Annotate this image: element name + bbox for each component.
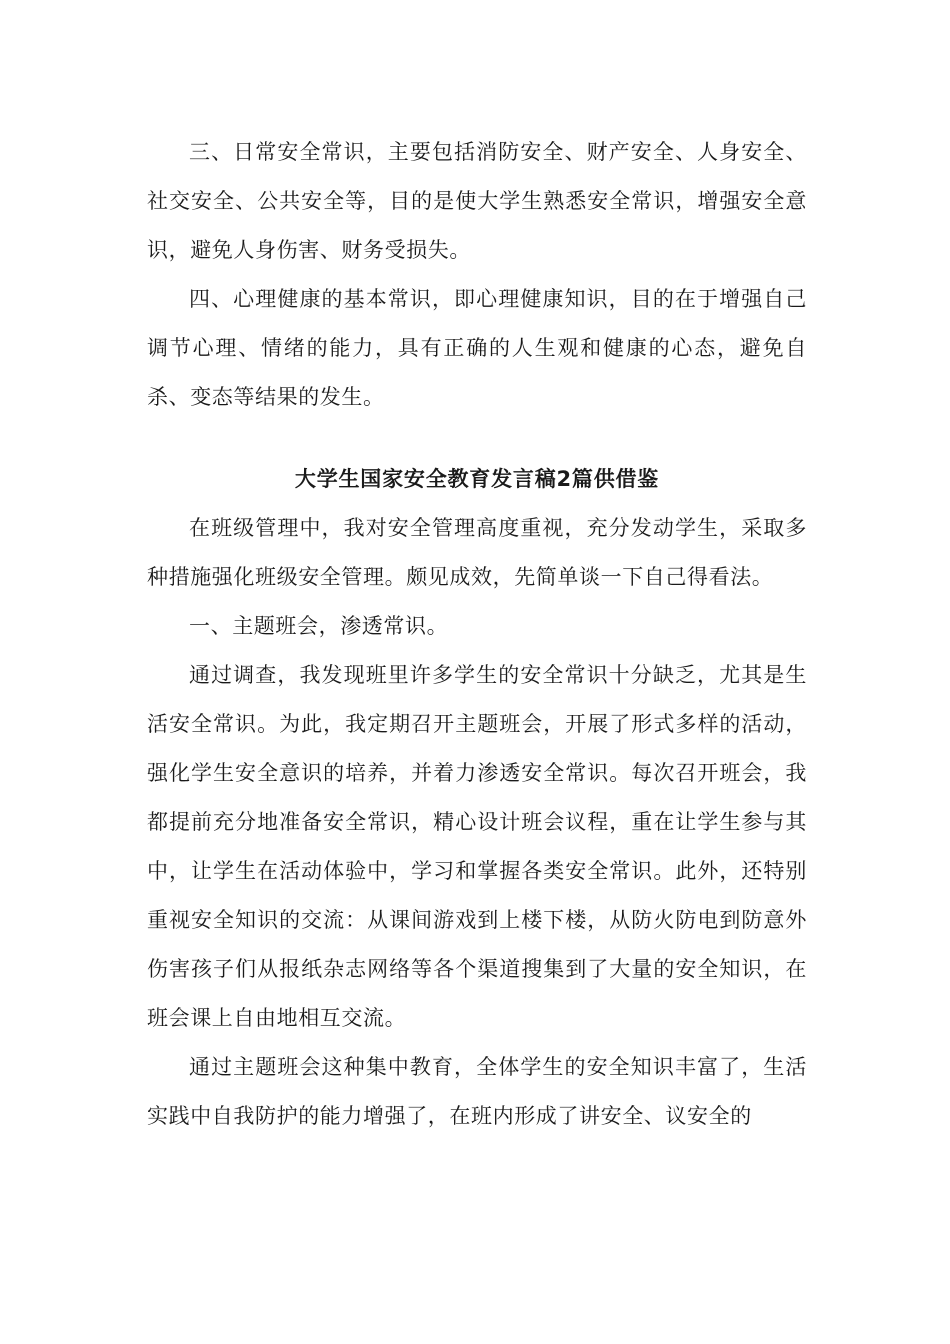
section-gap <box>147 422 807 455</box>
document-page <box>147 128 807 1141</box>
paragraph-daily-safety: 三、日常安全常识，主要包括消防安全、财产安全、人身安全、社交安全、公共安全等，目的是使大学生熟悉安全常识，增强安全意识，避免人身伤害、财务受损失。 <box>147 140 807 262</box>
paragraph-survey: 通过调查，我发现班里许多学生的安全常识十分缺乏，尤其是生活安全常识。为此，我定期召开主题班会，开展了形式多样的活动，强化学生安全意识的培养，并着力渗透安全常识。每次召开班会，我都提前充分地准备安全常识，精心设计班会议程，重在让学生参与其中，让学生在活动体验中，学习和掌握各类安全常识。此外，还特别重视安全知识的交流：从课间游戏到上楼下楼，从防火防电到防意外伤害孩子们从报纸杂志网络等各个渠道搜集到了大量的安全知识，在班会课上自由地相互交流。 <box>147 663 807 1030</box>
document-title: 大学生国家安全教育发言稿2篇供借鉴 <box>294 467 660 491</box>
paragraph-collective-education: 通过主题班会这种集中教育，全体学生的安全知识丰富了，生活实践中自我防护的能力增强了，在班内形成了讲安全、议安全的 <box>147 1055 807 1128</box>
paragraph-class-management: 在班级管理中，我对安全管理高度重视，充分发动学生，采取多种措施强化班级安全管理。颇见成效，先简单谈一下自己得看法。 <box>147 516 807 589</box>
paragraph-theme-meeting-heading: 一、主题班会，渗透常识。 <box>189 614 449 638</box>
paragraph-mental-health: 四、心理健康的基本常识，即心理健康知识，目的在于增强自己调节心理、情绪的能力，具有正确的人生观和健康的心态，避免自杀、变态等结果的发生。 <box>147 287 807 409</box>
